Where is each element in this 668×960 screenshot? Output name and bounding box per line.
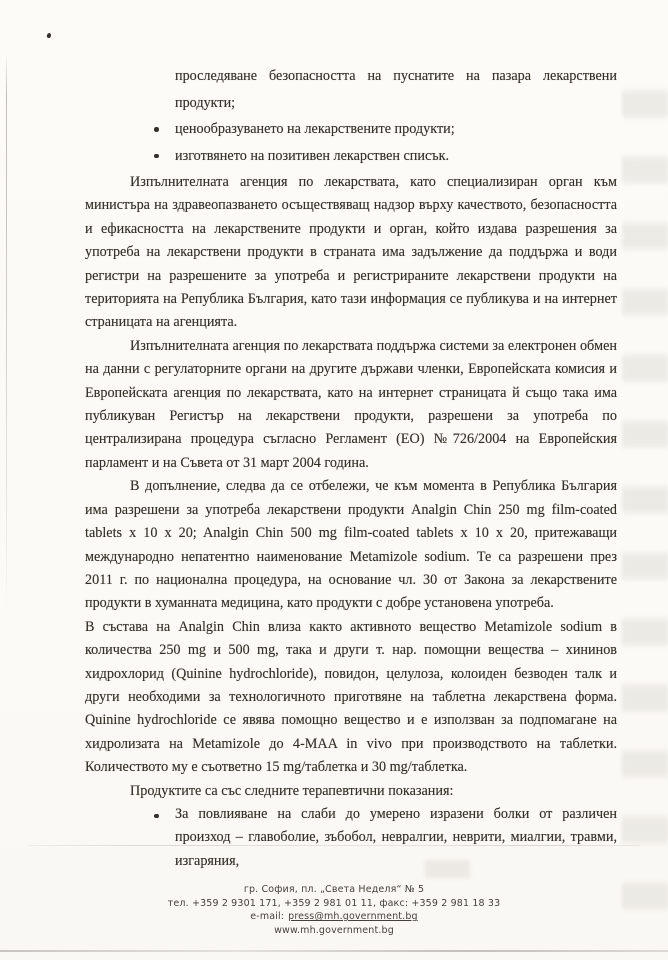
- letter-body: [85, 63, 617, 873]
- paragraph-analgin-authorisation: В допълнение, следва да се отбележи, че към момента в Република България има разрешени за употреба лекарствени продукти Analgin Chin 250 mg film-coated tablets x 10 x 20; Analgin Chin 500 mg film-coated tablets x 10 x 20, притежаващи международно непатентно наименование Metamizole sodium. Те са разрешени през 2011 г. по национална процедура, на основание чл. 30 от Закона за лекарствените продукти в хуманната медицина, като продукти с добре установена употреба.: [85, 478, 617, 612]
- footer-website: www.mh.government.bg: [274, 924, 394, 936]
- bullet-icon: [154, 814, 159, 819]
- ink-speck: [46, 33, 51, 39]
- paragraph-data-exchange: Изпълнителната агенция по лекарствата поддържа системи за електронен обмен на данни с регулаторните органи на другите държави членки, Европейската комисия и Европейската агенция по лекарствата, като на интернет страницата й също така има публикуван Регистър на лекарствени продукти, разрешени за употреба по централизирана процедура съгласно Регламент (ЕО) №726/2004 на Европейския парламент и на Съвета от 31 март 2004 година.: [85, 337, 617, 471]
- list-item: [175, 116, 617, 143]
- footer-email-label: e-mail:: [250, 911, 285, 923]
- footer-email-line: [0, 910, 668, 924]
- intro-bullet-list: [85, 63, 617, 169]
- page-bottom-scan-line: [0, 950, 668, 952]
- footer-email-link: press@mh.government.bg: [288, 911, 418, 923]
- list-item: [175, 143, 617, 170]
- list-item-text: изготвянето на позитивен лекарствен списък.: [175, 147, 450, 164]
- paragraph-agency-role: Изпълнителната агенция по лекарствата, като специализиран орган към министъра на здравеопазването осъществяващ надзор върху качеството, безопасността и ефикасността на лекарствените продукти и орган, който издава разрешения за употреба на лекарствени продукти в страната има задължение да поддържа и води регистри на разрешените за употреба и регистрираните лекарствени продукти на територията на Република България, като тази информация се публикува и на интернет страницата на агенцията.: [85, 174, 617, 331]
- bullet-icon: [154, 154, 159, 159]
- indication-list-item: [175, 803, 617, 873]
- paragraph-composition: В състава на Analgin Chin влиза както активното вещество Metamizole sodium в количества 250 mg и 500 mg, така и други т. нар. помощни вещества – хининов хидрохлорид (Quinine hydrochloride), повидон, целулоза, колоиден безводен талк и други необходими за технологичното приготвяне на таблетна лекарствена форма. Quinine hydrochloride се явява помощно вещество и е използван за подпомагане на хидролизата на Metamizole до 4-MAA in vivo при производството на таблетки. Количеството му е съответно 15 mg/таблетка и 30 mg/таблетка.: [85, 618, 617, 776]
- footer-phone-fax: тел. +359 2 9301 171, +359 2 981 01 11, факс: +359 2 981 18 33: [167, 897, 501, 909]
- footer-address: гр. София, пл. „Света Неделя“ № 5: [243, 884, 425, 895]
- list-item-text: ценообразуването на лекарствените продукти;: [175, 121, 455, 137]
- letterhead-footer: [0, 883, 668, 937]
- bullet-item-continuation: проследяване безопасността на пуснатите на пазара лекарствени продукти;: [175, 68, 617, 111]
- indication-item-text: За повлияване на слаби до умерено изразени болки от различен произход – главоболие, зъбобол, невралгии, неврити, миалгии, травми, изгаряния,: [175, 805, 617, 869]
- scan-smudges-right: [622, 55, 668, 940]
- scan-edge-artifact-left: [6, 52, 7, 612]
- bullet-icon: [154, 127, 159, 132]
- indications-heading: Продуктите са със следните терапевтични показания:: [130, 782, 454, 799]
